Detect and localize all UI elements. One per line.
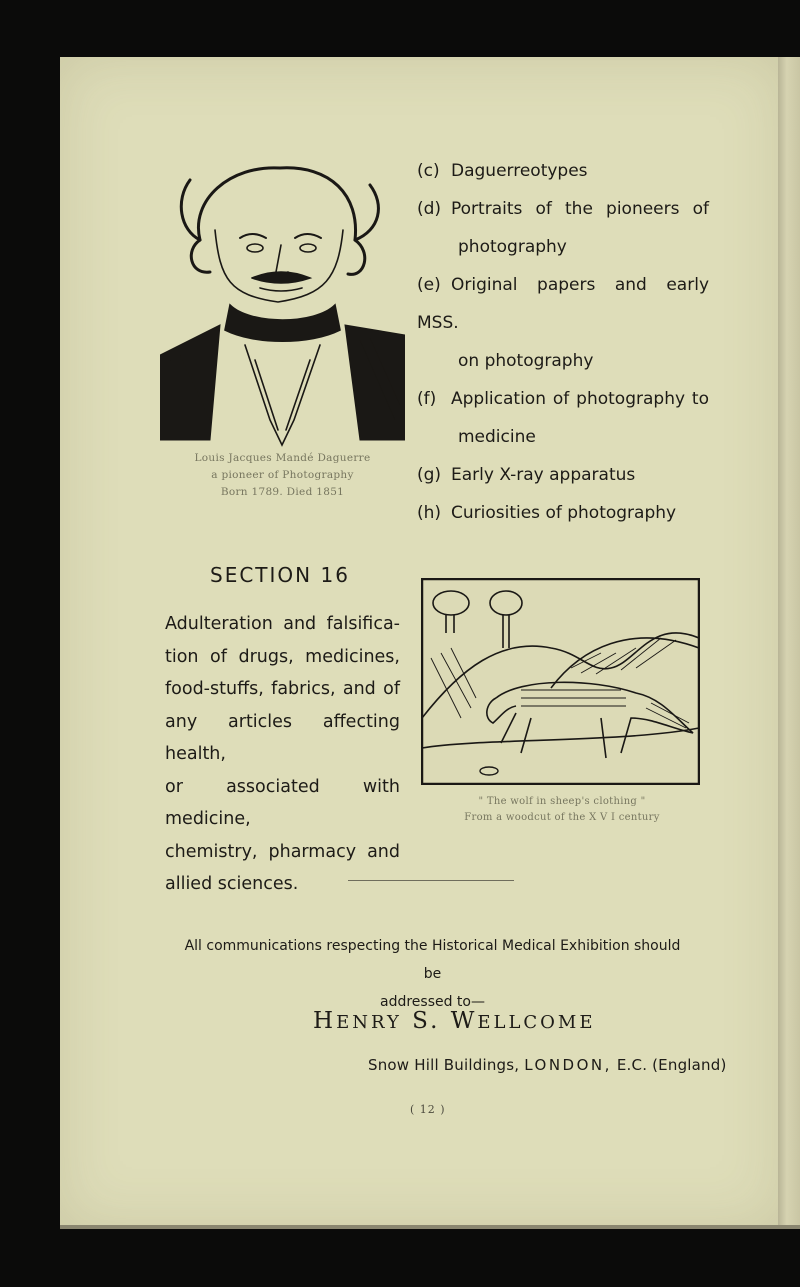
- name-initial: H: [313, 1008, 337, 1034]
- item-letter: (g): [417, 465, 442, 485]
- woodcut-caption-title: " The wolf in sheep's clothing ": [478, 796, 646, 807]
- woodcut-caption-source: From a woodcut of the X V I century: [464, 812, 660, 823]
- list-item: [417, 190, 709, 266]
- page-bottom-edge: [60, 1225, 800, 1229]
- list-item: [417, 380, 709, 456]
- section-title: SECTION 16: [210, 563, 350, 587]
- communications-notice: [180, 932, 685, 1016]
- section-line: or associated with medicine,: [165, 776, 400, 829]
- list-item: [417, 456, 709, 494]
- name-initial: S.: [412, 1008, 441, 1034]
- item-text-continued: medicine: [458, 427, 536, 447]
- list-item: [417, 266, 709, 380]
- address-city: LONDON,: [524, 1056, 612, 1074]
- list-item: [417, 494, 709, 532]
- item-letter: (d): [417, 199, 442, 219]
- section-line: tion of drugs, medicines,: [165, 646, 400, 667]
- address-part: Snow Hill Buildings,: [368, 1056, 520, 1074]
- exhibit-item-list: [417, 152, 709, 532]
- woodcut-caption: [414, 794, 710, 826]
- communications-line: All communications respecting the Historical Medical Exhibition should be: [184, 938, 681, 982]
- signature-address: [368, 1056, 727, 1074]
- item-text: Portraits of the pioneers of: [451, 199, 709, 219]
- item-letter: (c): [417, 161, 440, 181]
- section-line: chemistry, pharmacy and: [165, 841, 400, 862]
- daguerre-portrait-illustration: [160, 160, 405, 452]
- address-part: E.C. (England): [616, 1056, 727, 1074]
- item-text: Original papers and early MSS.: [417, 275, 709, 333]
- item-text: Early X-ray apparatus: [451, 465, 636, 485]
- communications-line: addressed to—: [379, 994, 485, 1010]
- item-text-continued: photography: [458, 237, 567, 257]
- portrait-caption: [155, 450, 410, 501]
- signature-name: [313, 1008, 596, 1034]
- item-letter: (h): [417, 503, 442, 523]
- wolf-woodcut-illustration: [421, 578, 700, 785]
- item-letter: (f): [417, 389, 437, 409]
- section-description: [165, 608, 400, 901]
- list-item: [417, 152, 709, 190]
- section-line: Adulteration and falsifica-: [165, 614, 400, 634]
- item-text-continued: on photography: [458, 351, 594, 371]
- section-line: any articles affecting health,: [165, 711, 400, 764]
- page-number: ( 12 ): [410, 1103, 446, 1116]
- item-text: Application of photography to: [451, 389, 709, 409]
- item-text: Daguerreotypes: [451, 161, 588, 181]
- item-text: Curiosities of photography: [451, 503, 677, 523]
- name-initial: W: [450, 1008, 478, 1034]
- name-smallcaps: ENRY: [336, 1012, 402, 1033]
- name-smallcaps: ELLCOME: [477, 1012, 596, 1033]
- item-letter: (e): [417, 275, 441, 295]
- portrait-caption-role: a pioneer of Photography: [211, 469, 354, 481]
- divider: [348, 880, 514, 881]
- page-edge: [778, 57, 800, 1227]
- portrait-caption-name: Louis Jacques Mandé Daguerre: [194, 452, 371, 464]
- section-line: allied sciences.: [165, 874, 299, 894]
- section-line: food-stuffs, fabrics, and of: [165, 679, 400, 699]
- portrait-caption-dates: Born 1789. Died 1851: [220, 486, 345, 498]
